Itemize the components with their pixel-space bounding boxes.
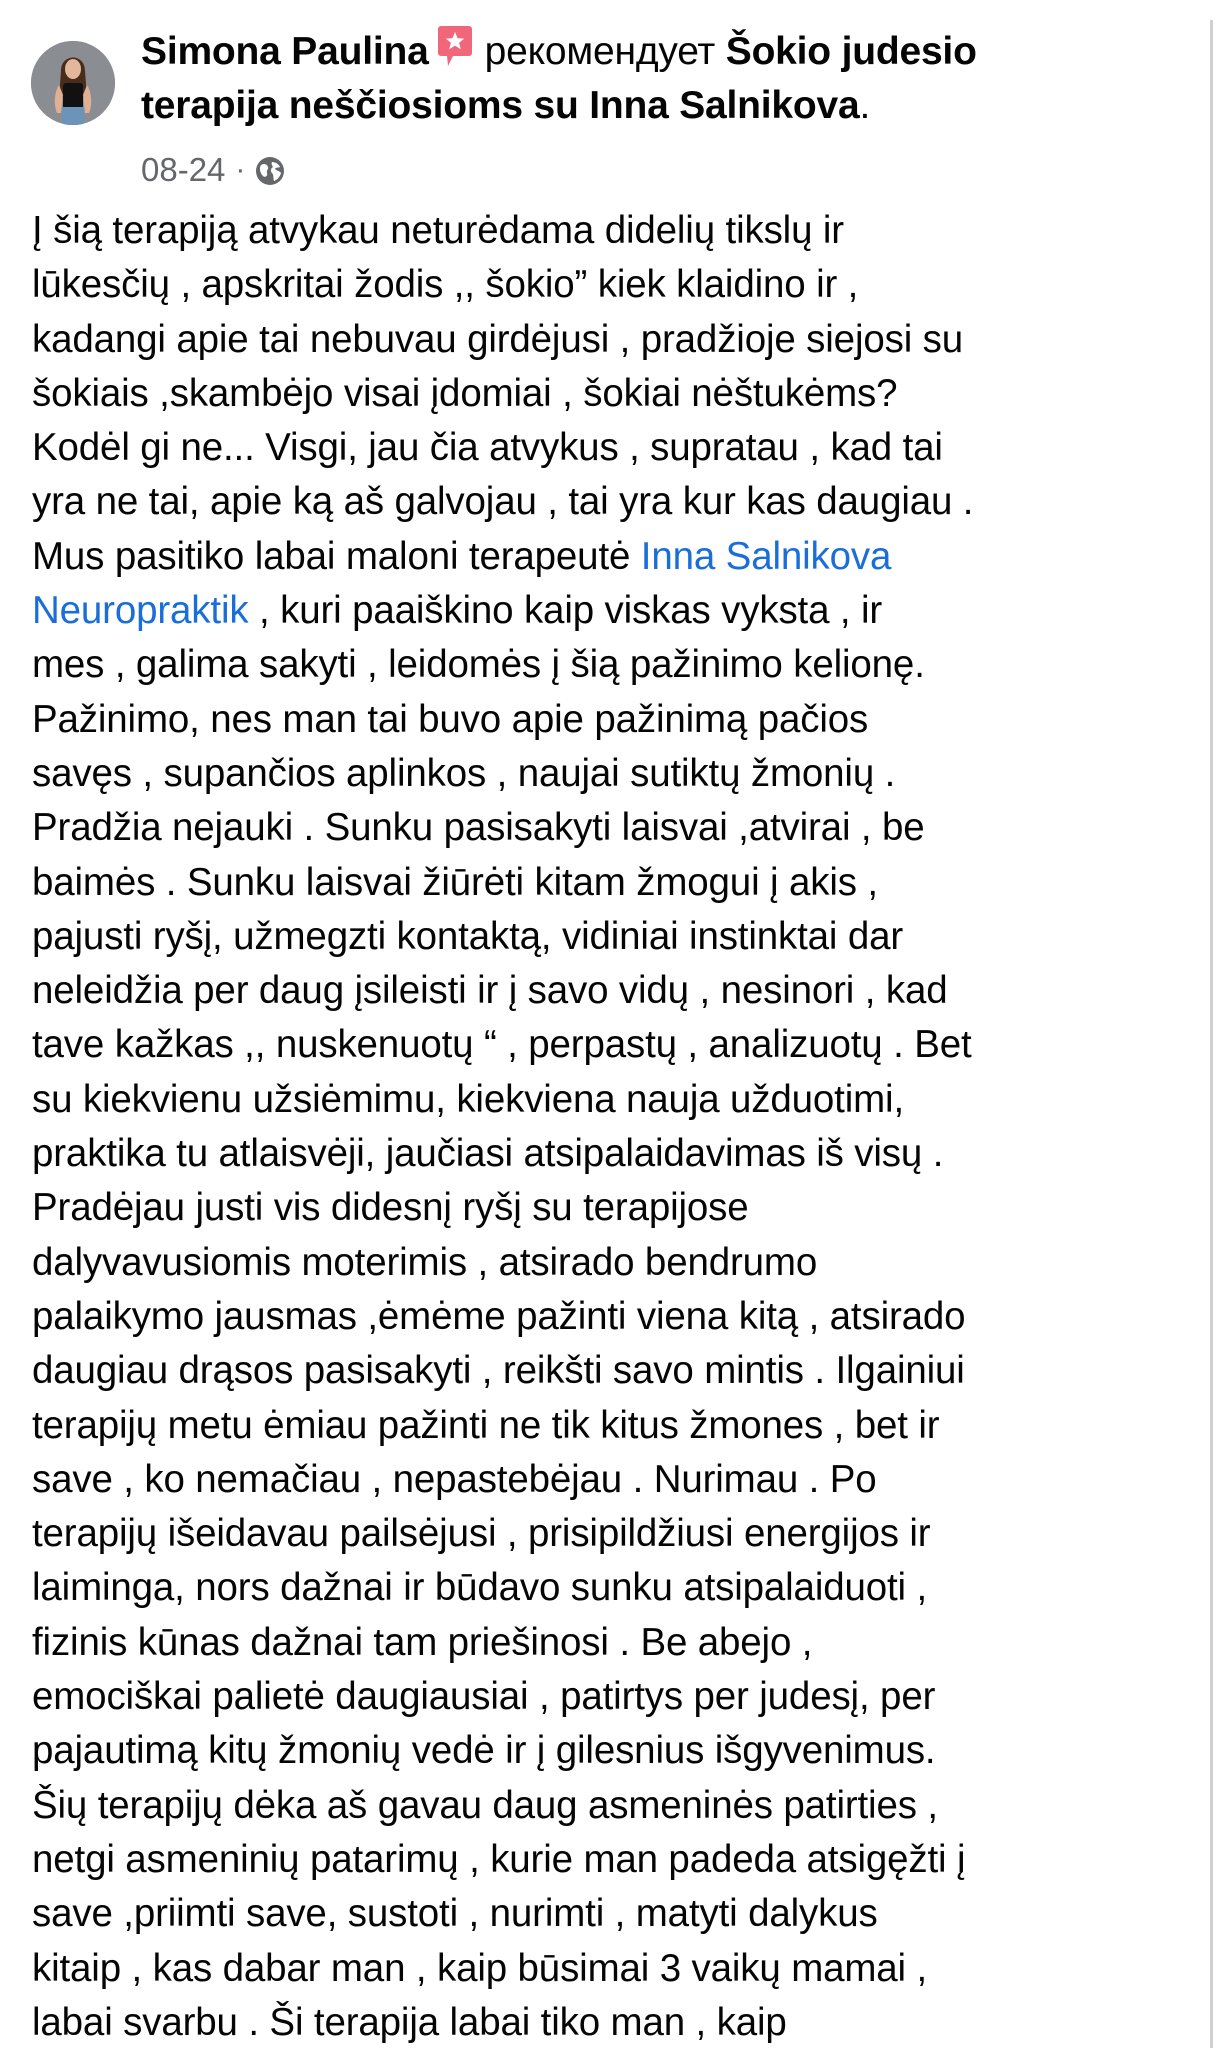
body-line: su kiekvienu užsiėmimu, kiekviena nauja užduotimi,	[32, 1077, 905, 1121]
body-line: emociškai palietė daugiausiai , patirtys per judesį, per	[32, 1675, 936, 1719]
body-line: fizinis kūnas dažnai tam priešinosi . Be abejo ,	[32, 1620, 813, 1664]
body-line: Pradėjau justi vis didesnį ryšį su terapijose	[32, 1186, 749, 1230]
recommends-text: рекомендует	[484, 30, 716, 73]
post-date-link[interactable]: 08-24	[141, 151, 226, 188]
body-line: savęs , supančios aplinkos , naujai sutiktų žmonių .	[32, 751, 896, 795]
page-name-part-1: Šokio judesio	[725, 30, 977, 73]
body-line: lūkesčių , apskritai žodis ,, šokio” kiek klaidino ir ,	[32, 263, 859, 307]
body-line: palaikymo jausmas ,ėmėme pažinti viena kitą , atsirado	[32, 1294, 966, 1338]
body-line: save , ko nemačiau , nepastebėjau . Nurimau . Po	[32, 1457, 877, 1501]
body-line: Pradžia nejauki . Sunku pasisakyti laisvai ,atvirai , be	[32, 806, 925, 850]
mention-link-inna-salnikova[interactable]: Inna Salnikova	[640, 534, 892, 578]
recommendation-star-icon	[437, 24, 473, 58]
body-line: netgi asmeninių patarimų , kurie man padeda atsigęžti į	[32, 1837, 966, 1881]
body-line: Šių terapijų dėka aš gavau daug asmeninės patirties ,	[32, 1783, 938, 1827]
body-line: tave kažkas ,, nuskenuotų “ , perpastų , analizuotų . Bet	[32, 1023, 972, 1067]
body-line	[32, 530, 1202, 584]
scrollbar[interactable]	[1210, 20, 1213, 2048]
body-line: pajautimą kitų žmonių vedė ir į gilesnius išgyvenimus.	[32, 1729, 936, 1773]
body-line: daugiau drąsos pasisakyti , reikšti savo mintis . Ilgainiui	[32, 1349, 965, 1393]
page-name-part-2: terapija neščiosioms su Inna Salnikova	[141, 84, 860, 127]
body-line: šokiais ,skambėjo visai įdomiai , šokiai nėštukėms?	[32, 371, 898, 415]
body-line: kitaip , kas dabar man , kaip būsimai 3 vaikų mamai ,	[32, 1946, 928, 1990]
body-line: terapijų išeidavau pailsėjusi , prisipildžiusi energijos ir	[32, 1512, 931, 1556]
body-line: terapijų metu ėmiau pažinti ne tik kitus žmones , bet ir	[32, 1403, 940, 1447]
body-line: labai svarbu . Ši terapija labai tiko man , kaip	[32, 2000, 787, 2044]
body-line: save ,priimti save, sustoti , nurimti , matyti dalykus	[32, 1892, 878, 1936]
globe-icon[interactable]	[255, 155, 285, 185]
body-line: pajusti ryšį, užmegzti kontaktą, vidiniai instinktai dar	[32, 914, 904, 958]
body-line: mes , galima sakyti , leidomės į šią pažinimo kelionę.	[32, 643, 925, 687]
body-text-segment: Mus pasitiko labai maloni terapeutė	[32, 534, 641, 578]
body-line: neleidžia per daug įsileisti ir į savo vidų , nesinori , kad	[32, 969, 948, 1013]
mention-link-neuropraktik[interactable]: Neuropraktik	[32, 589, 249, 633]
post-header	[141, 24, 1201, 133]
body-line: praktika tu atlaisvėji, jaučiasi atsipalaidavimas iš visų .	[32, 1132, 944, 1176]
body-text-segment: , kuri paaiškino kaip viskas vyksta , ir	[248, 589, 883, 633]
author-name-link[interactable]: Simona Paulina	[141, 30, 429, 73]
body-line: laiminga, nors dažnai ir būdavo sunku atsipalaiduoti ,	[32, 1566, 928, 1610]
body-line: kadangi apie tai nebuvau girdėjusi , pradžioje siejosi su	[32, 317, 964, 361]
meta-separator: ·	[235, 153, 246, 186]
body-line: baimės . Sunku laisvai žiūrėti kitam žmogui į akis ,	[32, 860, 878, 904]
body-line: yra ne tai, apie ką aš galvojau , tai yra kur kas daugiau .	[32, 480, 974, 524]
body-line: dalyvavusiomis moterimis , atsirado bendrumo	[32, 1240, 818, 1284]
body-line: Kodėl gi ne... Visgi, jau čia atvykus , supratau , kad tai	[32, 426, 943, 470]
avatar[interactable]	[31, 41, 115, 125]
avatar-photo-icon	[31, 41, 115, 125]
body-line	[32, 584, 1202, 638]
post-meta	[141, 150, 285, 190]
header-period: .	[859, 84, 871, 127]
body-line: Pažinimo, nes man tai buvo apie pažinimą pačios	[32, 697, 869, 741]
body-line: Į šią terapiją atvykau neturėdama didelių tikslų ir	[32, 209, 844, 252]
post-body	[32, 204, 1202, 2050]
